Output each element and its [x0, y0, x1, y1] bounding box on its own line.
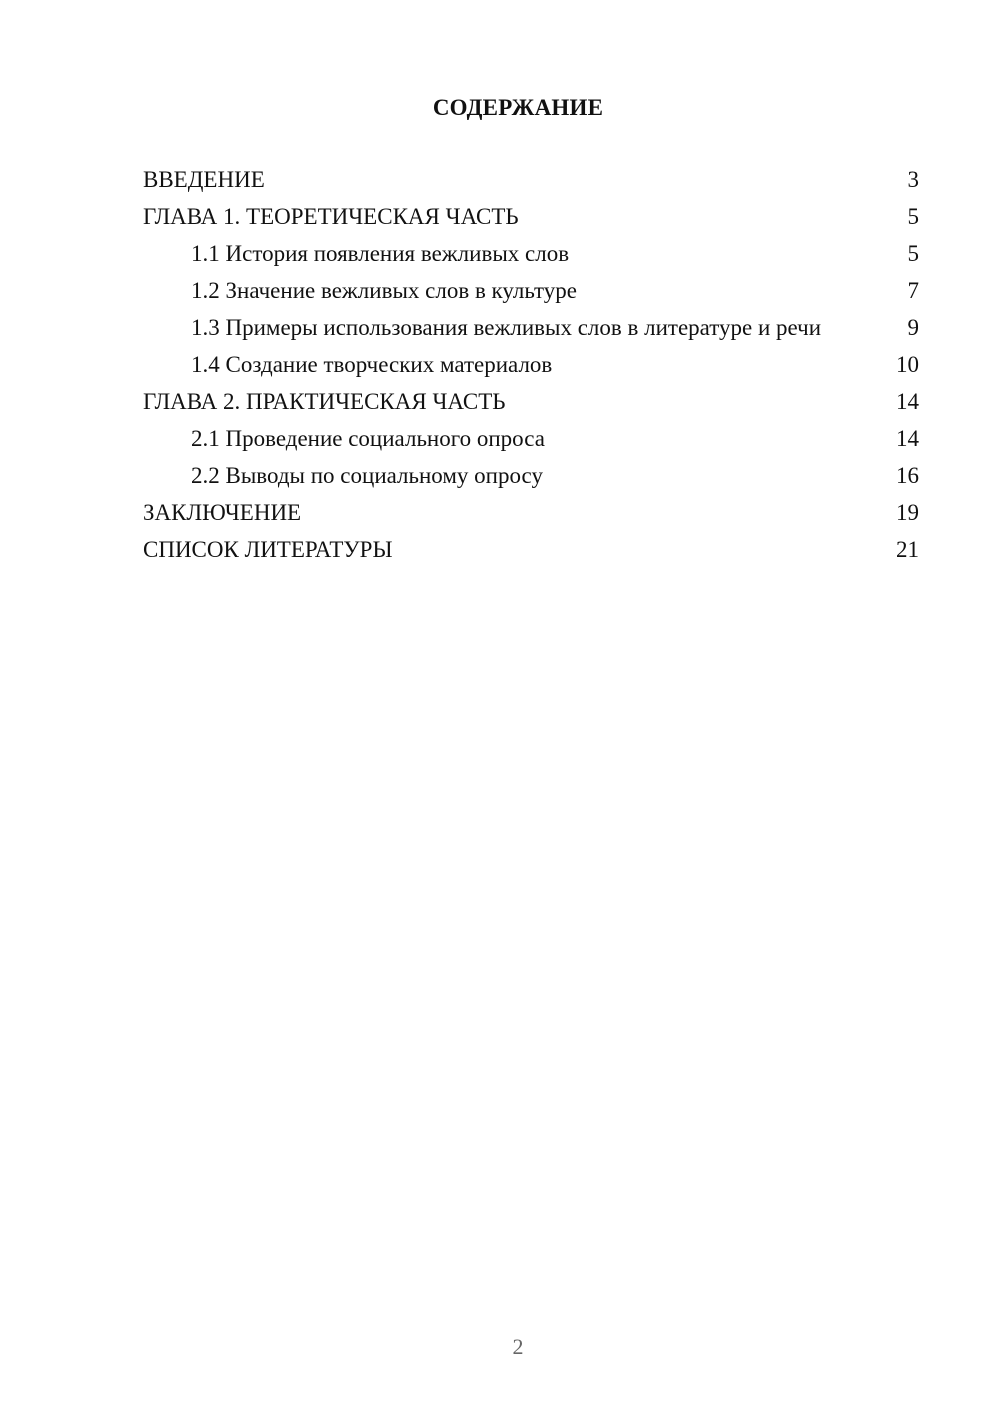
toc-entry-page: 9	[907, 315, 919, 340]
toc-entry-page: 5	[907, 204, 919, 229]
toc-entry-section-1-1	[143, 240, 919, 267]
toc-entry-label: 2.2 Выводы по социальному опросу	[191, 463, 543, 488]
toc-entry-conclusion	[143, 499, 919, 526]
toc-entry-section-1-2	[143, 277, 919, 304]
toc-entry-label: ГЛАВА 2. ПРАКТИЧЕСКАЯ ЧАСТЬ	[143, 389, 506, 414]
toc-entry-label: ЗАКЛЮЧЕНИЕ	[143, 500, 302, 525]
toc-entry-page: 5	[907, 241, 919, 266]
toc-entry-page: 14	[896, 426, 919, 451]
toc-entry-introduction	[143, 166, 919, 193]
toc-entry-chapter-2	[143, 388, 919, 415]
toc-entry-label: 2.1 Проведение социального опроса	[191, 426, 545, 451]
toc-entry-label: 1.1 История появления вежливых слов	[191, 241, 570, 266]
toc-entry-chapter-1	[143, 203, 919, 230]
page-number: 2	[512, 1334, 524, 1359]
toc-entry-page: 7	[907, 278, 919, 303]
toc-entry-label: ГЛАВА 1. ТЕОРЕТИЧЕСКАЯ ЧАСТЬ	[143, 204, 519, 229]
toc-entry-label: ВВЕДЕНИЕ	[143, 167, 265, 192]
toc-entry-label: 1.3 Примеры использования вежливых слов в литературе и речи	[191, 315, 822, 340]
toc-entry-label: 1.2 Значение вежливых слов в культуре	[191, 278, 577, 303]
toc-entry-label: СПИСОК ЛИТЕРАТУРЫ	[143, 537, 393, 562]
toc-entry-section-2-2	[143, 462, 919, 489]
toc-entry-page: 10	[896, 352, 919, 377]
table-of-contents	[143, 166, 919, 573]
toc-entry-page: 14	[896, 389, 919, 414]
toc-entry-page: 21	[896, 537, 919, 562]
toc-entry-references	[143, 536, 919, 563]
toc-entry-section-1-4	[143, 351, 919, 378]
toc-entry-section-2-1	[143, 425, 919, 452]
toc-entry-page: 3	[907, 167, 919, 192]
toc-entry-page: 16	[896, 463, 919, 488]
toc-entry-page: 19	[896, 500, 919, 525]
page-title: СОДЕРЖАНИЕ	[432, 95, 604, 120]
toc-entry-label: 1.4 Создание творческих материалов	[191, 352, 553, 377]
toc-entry-section-1-3	[143, 314, 919, 341]
